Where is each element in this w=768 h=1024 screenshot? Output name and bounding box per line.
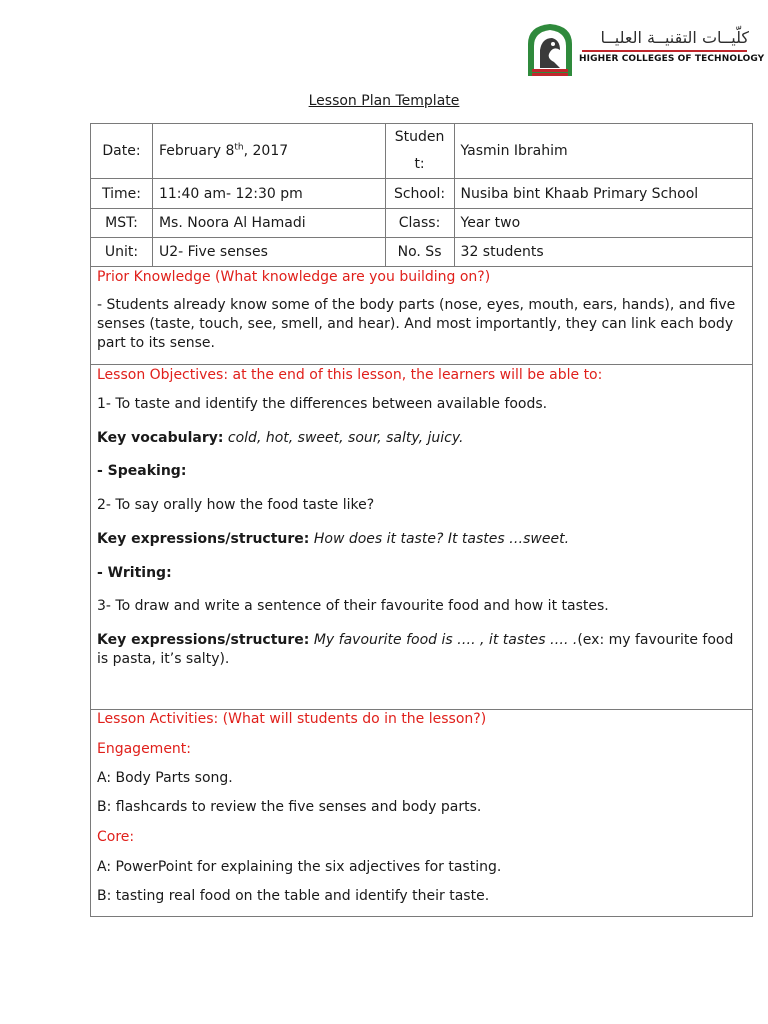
- core-b: B: tasting real food on the table and identify their taste.: [97, 888, 490, 904]
- info-row-mst: [91, 209, 753, 238]
- unit-value: U2- Five senses: [152, 238, 385, 267]
- core-a: A: PowerPoint for explaining the six adjectives for tasting.: [97, 859, 502, 875]
- lesson-sections: [90, 266, 753, 917]
- school-label: School:: [385, 179, 454, 209]
- core-heading: Core:: [97, 829, 135, 845]
- time-value: 11:40 am- 12:30 pm: [152, 179, 385, 209]
- prior-knowledge-heading: Prior Knowledge (What knowledge are you building on?): [97, 269, 491, 285]
- student-value: Yasmin Ibrahim: [454, 124, 752, 179]
- mst-label: MST:: [91, 209, 153, 238]
- activities-heading: Lesson Activities: (What will students do in the lesson?): [97, 711, 487, 727]
- key-expressions-2: Key expressions/structure: My favourite food is …. , it tastes …. .(ex: my favourite food is pasta, it’s salty).: [97, 632, 734, 667]
- hct-logo: [524, 22, 765, 78]
- logo-divider: [582, 50, 747, 52]
- date-value: February 8th, 2017: [152, 124, 385, 179]
- writing-heading: - Writing:: [97, 565, 172, 581]
- document-title: Lesson Plan Template: [308, 93, 460, 109]
- key-expressions-1: Key expressions/structure: How does it taste? It tastes …sweet.: [97, 531, 570, 547]
- engagement-b: B: flashcards to review the five senses and body parts.: [97, 799, 482, 815]
- objective-3: 3- To draw and write a sentence of their favourite food and how it tastes.: [97, 598, 609, 614]
- objective-1: 1- To taste and identify the differences between available foods.: [97, 396, 548, 412]
- lesson-info-table: [90, 123, 753, 267]
- student-label: Studen t:: [385, 124, 454, 179]
- noss-value: 32 students: [454, 238, 752, 267]
- prior-knowledge-section: [90, 266, 753, 365]
- objectives-heading: Lesson Objectives: at the end of this lesson, the learners will be able to:: [97, 367, 603, 383]
- engagement-a: A: Body Parts song.: [97, 770, 233, 786]
- logo-arabic-text: كلّيــات التقنيــة العليــا: [600, 28, 749, 47]
- prior-knowledge-body: - Students already know some of the body parts (nose, eyes, mouth, ears, hands), and five senses (taste, touch, see, smell, and hear). And most importantly, they can link each body part to its sense.: [97, 297, 736, 351]
- hct-emblem-icon: [524, 22, 576, 78]
- lesson-activities-section: [90, 710, 753, 917]
- school-value: Nusiba bint Khaab Primary School: [454, 179, 752, 209]
- key-vocabulary: Key vocabulary: cold, hot, sweet, sour, salty, juicy.: [97, 430, 464, 446]
- objective-2: 2- To say orally how the food taste like?: [97, 497, 375, 513]
- speaking-heading: - Speaking:: [97, 463, 187, 479]
- unit-label: Unit:: [91, 238, 153, 267]
- engagement-heading: Engagement:: [97, 741, 192, 757]
- mst-value: Ms. Noora Al Hamadi: [152, 209, 385, 238]
- time-label: Time:: [91, 179, 153, 209]
- class-label: Class:: [385, 209, 454, 238]
- info-row-unit: [91, 238, 753, 267]
- class-value: Year two: [454, 209, 752, 238]
- lesson-objectives-section: [90, 365, 753, 710]
- logo-english-text: HIGHER COLLEGES OF TECHNOLOGY: [579, 54, 765, 64]
- noss-label: No. Ss: [385, 238, 454, 267]
- date-label: Date:: [91, 124, 153, 179]
- info-row-date: [91, 124, 753, 179]
- info-row-time: [91, 179, 753, 209]
